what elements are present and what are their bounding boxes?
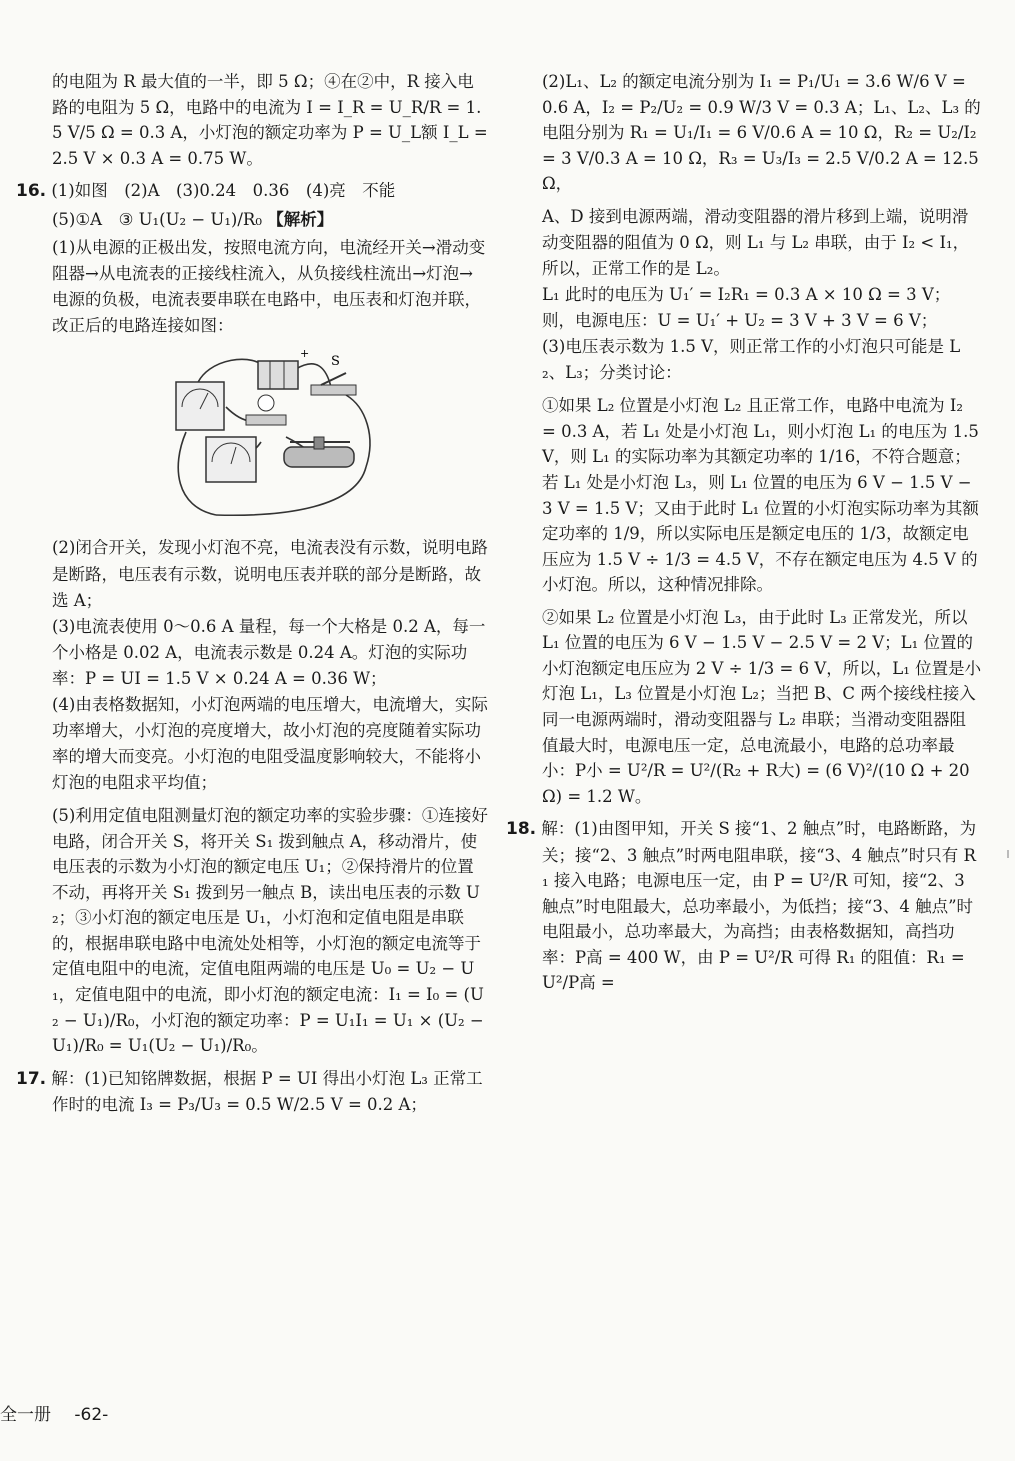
q16-analysis-4: (4)由表格数据知，小灯泡两端的电压增大，电流增大，实际功率增大，小灯泡的亮度增大，故小灯泡的亮度随着实际功率的增大而变亮。小灯泡的电阻受温度影响较大，不能将小灯泡的电阻求平均值； bbox=[52, 694, 488, 793]
q17-part2d: 则，电源电压：U = U₁′ + U₂ = 3 V + 3 V = 6 V； bbox=[542, 311, 938, 331]
q16-answer-line2 bbox=[52, 207, 488, 233]
right-column bbox=[506, 62, 982, 1003]
left-column bbox=[16, 62, 488, 1125]
q17-part2c: L₁ 此时的电压为 U₁′ = I₂R₁ = 0.3 A × 10 Ω = 3 V； bbox=[542, 285, 951, 304]
q17-part2: (2)L₁、L₂ 的额定电流分别为 I₁ = P₁/U₁ = 3.6 W/6 V = 0.6 A，I₂ = P₂/U₂ = 0.9 W/3 V = 0.3 A；L₁、L₂、L₃ 的电阻分别为 R₁ = U₁/I₁ = 6 V/0.6 A = 10 Ω，R₂ = U₂/I₂ = 3 V/0.3 A = 10 Ω，R₃ = U₃/I₃ = 2.5 V/0.2 A = 12.5 Ω， bbox=[542, 72, 981, 194]
analysis-tag: 【解析】 bbox=[267, 210, 334, 230]
q16-analysis-3: (3)电流表使用 0～0.6 A 量程，每一个大格是 0.2 A，每一个小格是 0.02 A，电流表示数是 0.24 A。灯泡的实际功率：P = UI = 1.5 V × 0.24 A = 0.36 W； bbox=[52, 616, 486, 688]
q17-part2b: A、D 接到电源两端，滑动变阻器的滑片移到上端，说明滑动变阻器的阻值为 0 Ω，则 L₁ 与 L₂ 串联，由于 I₂ < I₁，所以，正常工作的是 L₂。 bbox=[542, 206, 970, 278]
q17-text: 解：(1)已知铭牌数据，根据 P = UI 得出小灯泡 L₃ 正常工作时的电流 I₃ = P₃/U₃ = 0.5 W/2.5 V = 0.2 A； bbox=[51, 1068, 483, 1115]
q17-number: 17. bbox=[16, 1068, 47, 1089]
circuit-figure bbox=[166, 347, 376, 517]
book-label: 全一册 bbox=[0, 1405, 51, 1425]
figure-plus-label: + bbox=[300, 347, 310, 361]
q17-case2: ②如果 L₂ 位置是小灯泡 L₃，由于此时 L₃ 正常发光，所以 L₁ 位置的电压为 6 V − 1.5 V − 2.5 V = 2 V；L₁ 位置的小灯泡额定电压应为 2 V ÷ 1/3 = 6 V，所以，L₁ 位置是小灯泡 L₁，L₃ 位置是小灯泡 L₂；当把 B、C 两个接线柱接入同一电源两端时，滑动变阻器与 L₂ 串联；当滑动变阻器阻值最大时，电源电压一定，总电流最小，电路的总功率最小：P小 = U²/R = U²/(R₂ + R大) = (6 V)²/(10 Ω + 20 Ω) = 1.2 W。 bbox=[542, 607, 982, 806]
q16-analysis-1: (1)从电源的正极出发，按照电流方向，电流经开关→滑动变阻器→从电流表的正接线柱流入，从负接线柱流出→灯泡→电源的负极，电流表要串联在电路中，电压表和灯泡并联，改正后的电路连接如图： bbox=[52, 238, 486, 336]
q15-continuation: 的电阻为 R 最大值的一半，即 5 Ω；④在②中，R 接入电路的电阻为 5 Ω，电路中的电流为 I = I_R = U_R/R = 1.5 V/5 Ω = 0.3 A，小灯泡的额定功率为 P = U_L额 I_L = 2.5 V × 0.3 A = 0.75 W。 bbox=[52, 72, 488, 168]
q17-part1 bbox=[16, 1066, 488, 1118]
q18-part1 bbox=[506, 816, 982, 996]
margin-mark bbox=[1007, 850, 1009, 858]
q17-case1: ①如果 L₂ 位置是小灯泡 L₂ 且正常工作，电路中电流为 I₂ = 0.3 A，若 L₁ 处是小灯泡 L₁，则小灯泡 L₁ 的电压为 1.5 V，则 L₁ 的实际功率为其额定功率的 1/16，不符合题意；若 L₁ 处是小灯泡 L₃，则 L₁ 位置的电压为 6 V − 1.5 V − 3 V = 1.5 V；又由于此时 L₁ 位置的小灯泡实际功率为其额定功率的 1/9，所以实际电压是额定电压的 1/3，故额定电压应为 1.5 V ÷ 1/3 = 4.5 V，不存在额定电压为 4.5 V 的小灯泡。所以，这种情况排除。 bbox=[542, 396, 979, 595]
q16-answers-1: (1)如图 (2)A (3)0.24 0.36 (4)亮 不能 bbox=[51, 181, 396, 201]
q16-analysis-2: (2)闭合开关，发现小灯泡不亮，电流表没有示数，说明电路是断路，电压表有示数，说明电压表并联的部分是断路，故选 A； bbox=[52, 538, 488, 610]
page-number: -62- bbox=[74, 1405, 109, 1425]
q17-part3: (3)电压表示数为 1.5 V，则正常工作的小灯泡只可能是 L₂、L₃；分类讨论： bbox=[542, 337, 961, 383]
q16-number: 16. bbox=[16, 181, 47, 202]
page-footer bbox=[0, 1400, 126, 1425]
q16-answers-2: (5)①A ③ U₁(U₂ − U₁)/R₀ bbox=[52, 210, 262, 230]
q16-answer-line1 bbox=[16, 178, 488, 205]
q18-number: 18. bbox=[506, 819, 537, 840]
figure-switch-label: S bbox=[331, 354, 340, 370]
q18-text: 解：(1)由图甲知，开关 S 接“1、2 触点”时，电路断路，为关；接“2、3 触点”时两电阻串联，接“3、4 触点”时只有 R₁ 接入电路；电源电压一定，由 P = U²/R 可知，接“2、3 触点”时电阻最大，总功率最小，为低挡；接“3、4 触点”时电阻最小，总功率最大，为高挡；由表格数据知，高挡功率：P高 = 400 W，由 P = U²/R 可得 R₁ 的阻值：R₁ = U²/P高 = bbox=[541, 819, 977, 993]
q16-analysis-5: (5)利用定值电阻测量灯泡的额定功率的实验步骤：①连接好电路，闭合开关 S，将开关 S₁ 拨到触点 A，移动滑片，使电压表的示数为小灯泡的额定电压 U₁；②保持滑片的位置不动，再将开关 S₁ 拨到另一触点 B，读出电压表的示数 U₂；③小灯泡的额定电压是 U₁，小灯泡和定值电阻是串联的，根据串联电路中电流处处相等，小灯泡的额定电流等于定值电阻中的电流，定值电阻两端的电压是 U₀ = U₂ − U₁，定值电阻中的电流，即小灯泡的额定电流：I₁ = I₀ = (U₂ − U₁)/R₀，小灯泡的额定功率：P = U₁I₁ = U₁ × (U₂ − U₁)/R₀ = U₁(U₂ − U₁)/R₀。 bbox=[52, 806, 488, 1056]
